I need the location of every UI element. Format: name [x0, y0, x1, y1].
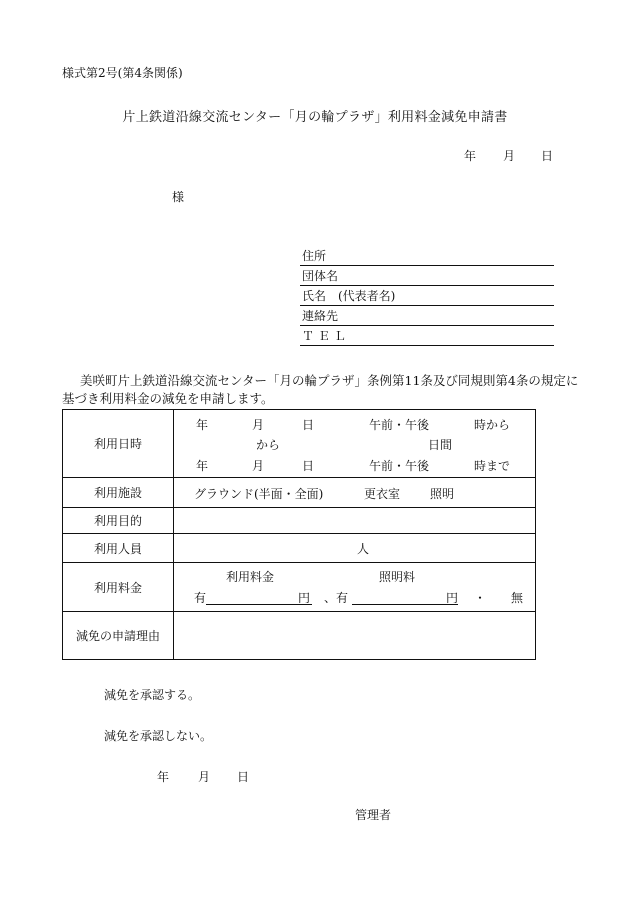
people-label: 利用人員 — [63, 534, 174, 563]
tel-label: ＴＥＬ — [302, 329, 351, 343]
row-usage-datetime — [63, 410, 536, 478]
organization-field[interactable] — [300, 265, 554, 286]
days-label: 日間 — [428, 438, 453, 452]
address-field[interactable] — [300, 245, 554, 266]
document-title: 片上鉄道沿線交流センター「月の輪プラザ」利用料金減免申請書 — [122, 110, 508, 125]
name-field[interactable] — [300, 285, 554, 306]
fee-amount-line[interactable] — [206, 589, 312, 605]
start-year: 年 — [196, 418, 209, 432]
usage-datetime-cell[interactable] — [174, 410, 536, 478]
people-unit: 人 — [357, 542, 370, 556]
application-table — [62, 409, 536, 660]
admin-month: 月 — [198, 770, 211, 784]
people-cell[interactable] — [174, 534, 536, 563]
row-people — [63, 534, 536, 563]
lighting-yen: 円 — [446, 591, 459, 605]
organization-label: 団体名 — [302, 269, 339, 283]
fee-yen: 円 — [298, 591, 311, 605]
application-statement: 美咲町片上鉄道沿線交流センター「月の輪プラザ」条例第11条及び同規則第4条の規定に基づき利用料金の減免を申請します。 — [62, 373, 579, 406]
end-ampm: 午前・午後 — [369, 459, 430, 473]
disapprove-option[interactable]: 減免を承認しない。 — [104, 729, 213, 743]
end-year: 年 — [196, 459, 209, 473]
address-label: 住所 — [302, 249, 327, 263]
start-ampm: 午前・午後 — [369, 418, 430, 432]
contact-field[interactable] — [300, 305, 554, 326]
reason-cell[interactable] — [174, 612, 536, 660]
fee-none: 無 — [511, 591, 524, 605]
fee-sub-label: 利用料金 — [226, 570, 275, 584]
facility-ground: グラウンド(半面・全面) — [194, 487, 324, 501]
admin-day: 日 — [237, 770, 250, 784]
start-time: 時から — [474, 418, 511, 432]
fee-yes: 有 — [194, 591, 207, 605]
kara-label: から — [256, 438, 281, 452]
tel-field[interactable] — [300, 325, 554, 346]
start-day: 日 — [302, 418, 315, 432]
fee-separator-yes: 、有 — [324, 591, 349, 605]
end-day: 日 — [302, 459, 315, 473]
form-number-label: 様式第2号(第4条関係) — [62, 66, 183, 80]
facility-locker: 更衣室 — [364, 487, 401, 501]
fee-dot: ・ — [474, 591, 487, 605]
date-year: 年 — [464, 149, 477, 163]
date-month: 月 — [503, 149, 516, 163]
usage-datetime-label: 利用日時 — [63, 410, 174, 478]
end-time: 時まで — [474, 459, 511, 473]
row-purpose — [63, 508, 536, 534]
fee-label: 利用料金 — [63, 563, 174, 612]
row-fee — [63, 563, 536, 612]
approve-option[interactable]: 減免を承認する。 — [104, 688, 201, 702]
end-month: 月 — [252, 459, 265, 473]
row-reason — [63, 612, 536, 660]
lighting-fee-label: 照明料 — [379, 570, 416, 584]
lighting-amount-line[interactable] — [352, 589, 458, 605]
admin-year: 年 — [157, 770, 170, 784]
start-month: 月 — [252, 418, 265, 432]
date-day: 日 — [541, 149, 554, 163]
reason-label: 減免の申請理由 — [63, 612, 174, 660]
contact-label: 連絡先 — [302, 309, 339, 323]
purpose-cell[interactable] — [174, 508, 536, 534]
fee-cell[interactable] — [174, 563, 536, 612]
facility-lighting: 照明 — [430, 487, 455, 501]
administrator-label: 管理者 — [355, 808, 392, 822]
row-facility — [63, 478, 536, 508]
facility-cell[interactable] — [174, 478, 536, 508]
addressee-suffix: 様 — [172, 190, 185, 204]
facility-label: 利用施設 — [63, 478, 174, 508]
name-label: 氏名 (代表者名) — [302, 289, 396, 303]
purpose-label: 利用目的 — [63, 508, 174, 534]
